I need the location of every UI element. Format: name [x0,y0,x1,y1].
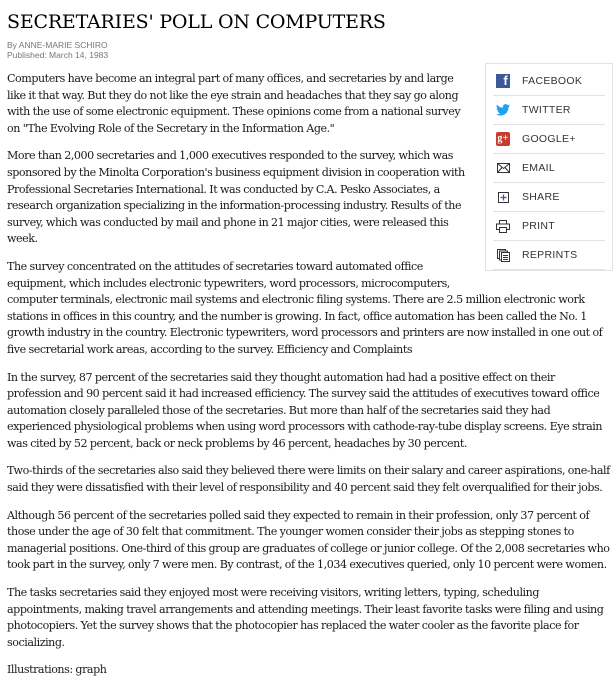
reprints-icon [496,248,510,262]
share-google-plus-button[interactable] [493,125,605,154]
share-facebook-button[interactable] [493,67,605,96]
share-label: REPRINTS [522,248,578,261]
article-paragraph: Although 56 percent of the secretaries polled said they expected to remain in their profession, only 37 percent of those under the age of 30 felt that commitment. The younger women consider their jobs as stepping stones to managerial positions. One-third of this group are graduates of college or junior college. Of the 2,008 secretaries who took part in the survey, only 7 were men. By contrast, of the 1,034 executives queried, only 10 percent were women. [7,508,610,572]
google-plus-icon: g+ [496,132,510,146]
published-date: Published: March 14, 1983 [7,50,109,60]
article-paragraph: The tasks secretaries said they enjoyed most were receiving visitors, writing letters, typing, scheduling appointments, making travel arrangements and attending meetings. Their least favorite tasks were filing and using photocopiers. Yet the survey shows that the photocopier has replaced the water cooler as the favorite place for socializing. [7,586,604,649]
share-label: GOOGLE+ [522,132,576,145]
print-button[interactable] [493,212,605,241]
article-paragraph: Two-thirds of the secretaries also said they believed there were limits on their salary and career aspirations, one-half said they were dissatisfied with their level of responsibility and 40 percent said they felt overqualified for their jobs. [7,464,610,495]
article-paragraph: More than 2,000 secretaries and 1,000 executives responded to the survey, which was sponsored by the Minolta Corporation's business equipment division in cooperation with Professional Secretaries International. It was conducted by C.A. Pesko Associates, a research organization specializing in the information-processing industry. Results of the survey, which was conducted by mail and phone in 21 major cities, were released this week. [7,149,465,246]
facebook-icon: f [496,74,510,88]
share-twitter-button[interactable] [493,96,605,125]
share-label: SHARE [522,190,560,203]
article-paragraph: In the survey, 87 percent of the secretaries said they thought automation had had a positive effect on their profession and 90 percent said it had increased efficiency. The survey said the attitudes of executives toward office automation closely paralleled those of the secretaries. But more than half of the secretaries said they had experienced physiological problems when using word processors with cathode-ray-tube display screens. Eye strain was cited by 52 percent, back or neck problems by 46 percent, headaches by 30 percent. [7,370,603,450]
share-plus-icon [496,190,510,204]
email-icon [496,161,510,175]
share-label: FACEBOOK [522,74,583,87]
share-email-button[interactable] [493,154,605,183]
reprints-button[interactable] [493,241,605,270]
share-tools-panel [485,63,613,271]
share-label: TWITTER [522,103,571,116]
byline-block [7,40,108,60]
print-icon [496,219,510,233]
share-more-button[interactable] [493,183,605,212]
article-paragraph: The survey concentrated on the attitudes of secretaries toward automated office equipment, which includes electronic typewriters, word processors, microcomputers, computer terminals, electronic mail systems and electronic filing systems. There are 2.5 million electronic work stations in offices in this country, and the number is growing. In fact, office automation has been called the No. 1 growth industry in the country. Electronic typewriters, word processors and printers are now installed in one out of five secretarial work areas, according to the survey. Efficiency and Complaints [7,259,603,356]
twitter-icon [496,103,510,117]
illustrations-note: Illustrations: graph [7,663,107,677]
author-byline: By ANNE-MARIE SCHIRO [7,40,108,50]
article-body [7,71,610,690]
article-paragraph: Computers have become an integral part of many offices, and secretaries by and large like it that way. But they do not like the eye strain and headaches that they say go along with the use of some electronic equipment. These opinions come from a national survey on "The Evolving Role of the Secretary in the Information Age." [7,72,461,135]
article-headline: SECRETARIES' POLL ON COMPUTERS [7,11,386,33]
share-label: EMAIL [522,161,556,174]
share-label: PRINT [522,219,555,232]
